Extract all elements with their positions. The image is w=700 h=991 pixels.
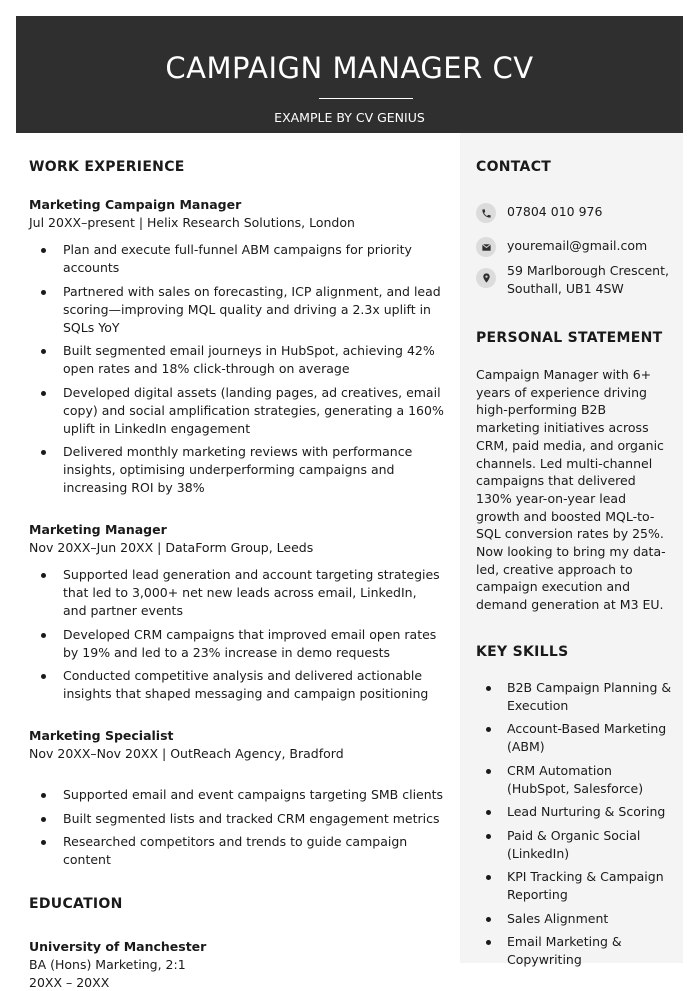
job-entry [29, 727, 444, 763]
main-column [29, 158, 444, 991]
school-name: University of Manchester [29, 939, 207, 954]
education-dates: 20XX – 20XX [29, 975, 110, 990]
email-address: youremail@gmail.com [507, 238, 648, 253]
cv-subtitle: EXAMPLE BY CV GENIUS [274, 110, 425, 125]
skills-list [476, 679, 672, 970]
work-experience-heading: WORK EXPERIENCE [29, 159, 185, 175]
job-title: Marketing Specialist [29, 728, 174, 743]
cv-title: CAMPAIGN MANAGER CV [165, 51, 534, 85]
job-title: Marketing Campaign Manager [29, 197, 242, 212]
list-item: Sales Alignment [476, 910, 672, 928]
list-item: Email Marketing & Copywriting [476, 933, 672, 969]
contact-heading: CONTACT [476, 159, 552, 175]
contact-address [476, 262, 672, 298]
list-item: Plan and execute full-funnel ABM campaigns for priority accounts [29, 241, 444, 277]
list-item: Researched competitors and trends to guide campaign content [29, 833, 444, 869]
list-item: Delivered monthly marketing reviews with performance insights, optimising underperforming campaigns and increasing ROI by 38% [29, 443, 444, 497]
header-divider [319, 98, 413, 99]
list-item: Lead Nurturing & Scoring [476, 803, 672, 821]
list-item: Conducted competitive analysis and delivered actionable insights that shaped messaging and campaign positioning [29, 667, 444, 703]
job-entry [29, 521, 444, 557]
phone-icon [476, 203, 496, 223]
personal-statement-text: Campaign Manager with 6+ years of experience driving high-performing B2B marketing initiatives across CRM, paid media, and organic channels. Led multi-channel campaigns that delivered 130% year-on-year lead growth and boosted MQL-to-SQL conversion rates by 25%. Now looking to bring my data-led, creative approach to campaign execution and demand generation at M3 EU. [476, 367, 666, 613]
education-entry [29, 938, 444, 991]
cv-header [16, 16, 683, 133]
list-item: Supported lead generation and account targeting strategies that led to 3,000+ net new leads across email, LinkedIn, and partner events [29, 566, 444, 620]
list-item: Built segmented lists and tracked CRM engagement metrics [29, 810, 444, 828]
job-bullets [29, 566, 444, 703]
list-item: Paid & Organic Social (LinkedIn) [476, 827, 672, 863]
job-meta: Nov 20XX–Jun 20XX | DataForm Group, Leeds [29, 540, 314, 555]
education-heading: EDUCATION [29, 896, 123, 912]
list-item: Developed CRM campaigns that improved email open rates by 19% and led to a 23% increase in demo requests [29, 626, 444, 662]
job-title: Marketing Manager [29, 522, 167, 537]
list-item: KPI Tracking & Campaign Reporting [476, 868, 672, 904]
phone-number: 07804 010 976 [507, 204, 603, 219]
job-entry [29, 196, 444, 232]
address-line-1: 59 Marlborough Crescent, [507, 263, 669, 278]
email-icon [476, 237, 496, 257]
address-line-2: Southall, UB1 4SW [507, 281, 624, 296]
contact-phone [476, 203, 672, 221]
degree: BA (Hons) Marketing, 2:1 [29, 957, 186, 972]
job-meta: Nov 20XX–Nov 20XX | OutReach Agency, Bradford [29, 746, 344, 761]
key-skills-heading: KEY SKILLS [476, 643, 569, 660]
list-item: CRM Automation (HubSpot, Salesforce) [476, 762, 672, 798]
list-item: B2B Campaign Planning & Execution [476, 679, 672, 715]
job-meta: Jul 20XX–present | Helix Research Solutions, London [29, 215, 355, 230]
list-item: Supported email and event campaigns targeting SMB clients [29, 786, 444, 804]
personal-statement-heading: PERSONAL STATEMENT [476, 330, 663, 346]
list-item: Built segmented email journeys in HubSpot, achieving 42% open rates and 18% click-through on average [29, 342, 444, 378]
list-item: Partnered with sales on forecasting, ICP alignment, and lead scoring—improving MQL quality and driving a 2.3x uplift in SQLs YoY [29, 283, 444, 337]
list-item: Account-Based Marketing (ABM) [476, 720, 672, 756]
job-bullets [29, 786, 444, 869]
location-pin-icon [476, 268, 496, 288]
sidebar-column [476, 158, 672, 975]
job-bullets [29, 241, 444, 497]
list-item: Developed digital assets (landing pages, ad creatives, email copy) and social amplification strategies, generating a 160% uplift in LinkedIn engagement [29, 384, 444, 438]
contact-email [476, 237, 672, 255]
